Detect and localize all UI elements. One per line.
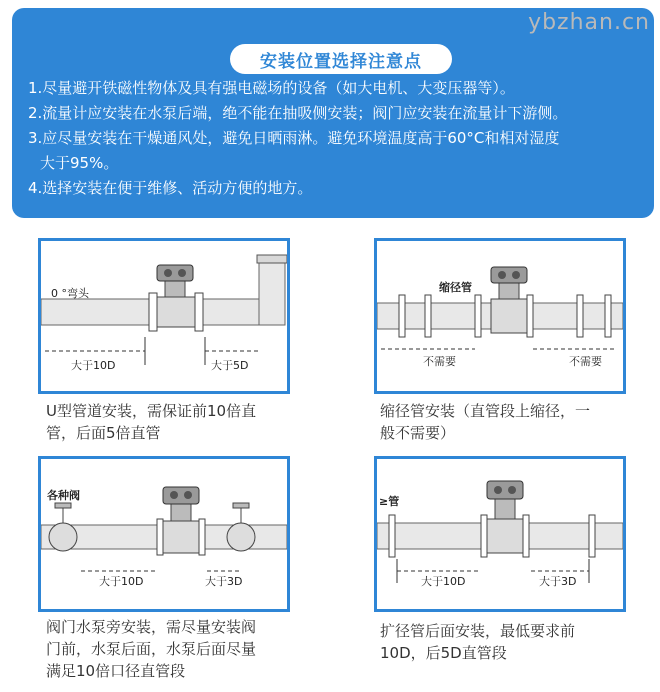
reducer-diagram	[377, 241, 623, 391]
caption-u-pipe	[46, 400, 296, 444]
caption-valve-pump	[46, 616, 306, 682]
upstream-label: 不需要	[423, 355, 456, 368]
elbow-label: 0 °弯头	[51, 287, 89, 300]
note-item: 大于95%。	[40, 154, 119, 172]
upstream-label: 大于10D	[421, 575, 466, 588]
caption-line: U型管道安装，需保证前10倍直	[46, 402, 257, 420]
upstream-label: 大于10D	[99, 575, 144, 588]
caption-line: 满足10倍口径直管段	[46, 662, 186, 680]
caption-line: 10D，后5D直管段	[380, 644, 507, 662]
caption-line: 扩径管后面安装，最低要求前	[380, 622, 576, 640]
watermark: ybzhan.cn	[528, 10, 650, 35]
u-pipe-diagram	[41, 241, 287, 391]
caption-line: 缩径管安装（直管段上缩径，一	[380, 402, 591, 420]
page-title: 安装位置选择注意点	[230, 44, 452, 74]
note-item: 2.流量计应安装在水泵后端，绝不能在抽吸侧安装；阀门应安装在流量计下游侧。	[28, 104, 568, 122]
expander-diagram	[377, 459, 623, 609]
downstream-label: 大于5D	[211, 359, 249, 372]
reducer-label: 缩径管	[439, 281, 472, 294]
upstream-label: 大于10D	[71, 359, 116, 372]
caption-line: 管，后面5倍直管	[46, 424, 161, 442]
caption-line: 般不需要）	[380, 424, 456, 442]
expander-label: ≥管	[379, 495, 400, 508]
note-item: 4.选择安装在便于维修、活动方便的地方。	[28, 179, 313, 197]
panel-expander	[374, 456, 626, 612]
panel-valve-pump	[38, 456, 290, 612]
panel-u-pipe	[38, 238, 290, 394]
panel-reducer	[374, 238, 626, 394]
note-item: 3.应尽量安装在干燥通风处，避免日晒雨淋。避免环境温度高于60°C和相对湿度	[28, 129, 560, 147]
valve-pump-diagram	[41, 459, 287, 609]
downstream-label: 不需要	[569, 355, 602, 368]
caption-line: 门前，水泵后面，水泵后面尽量	[46, 640, 257, 658]
note-item: 1.尽量避开铁磁性物体及具有强电磁场的设备（如大电机、大变压器等）。	[28, 79, 515, 97]
caption-line: 阀门水泵旁安装，需尽量安装阀	[46, 618, 257, 636]
downstream-label: 大于3D	[539, 575, 577, 588]
downstream-label: 大于3D	[205, 575, 243, 588]
caption-expander	[380, 620, 640, 664]
caption-reducer	[380, 400, 640, 444]
valve-label: 各种阀	[47, 489, 80, 502]
notes-list	[28, 76, 638, 201]
